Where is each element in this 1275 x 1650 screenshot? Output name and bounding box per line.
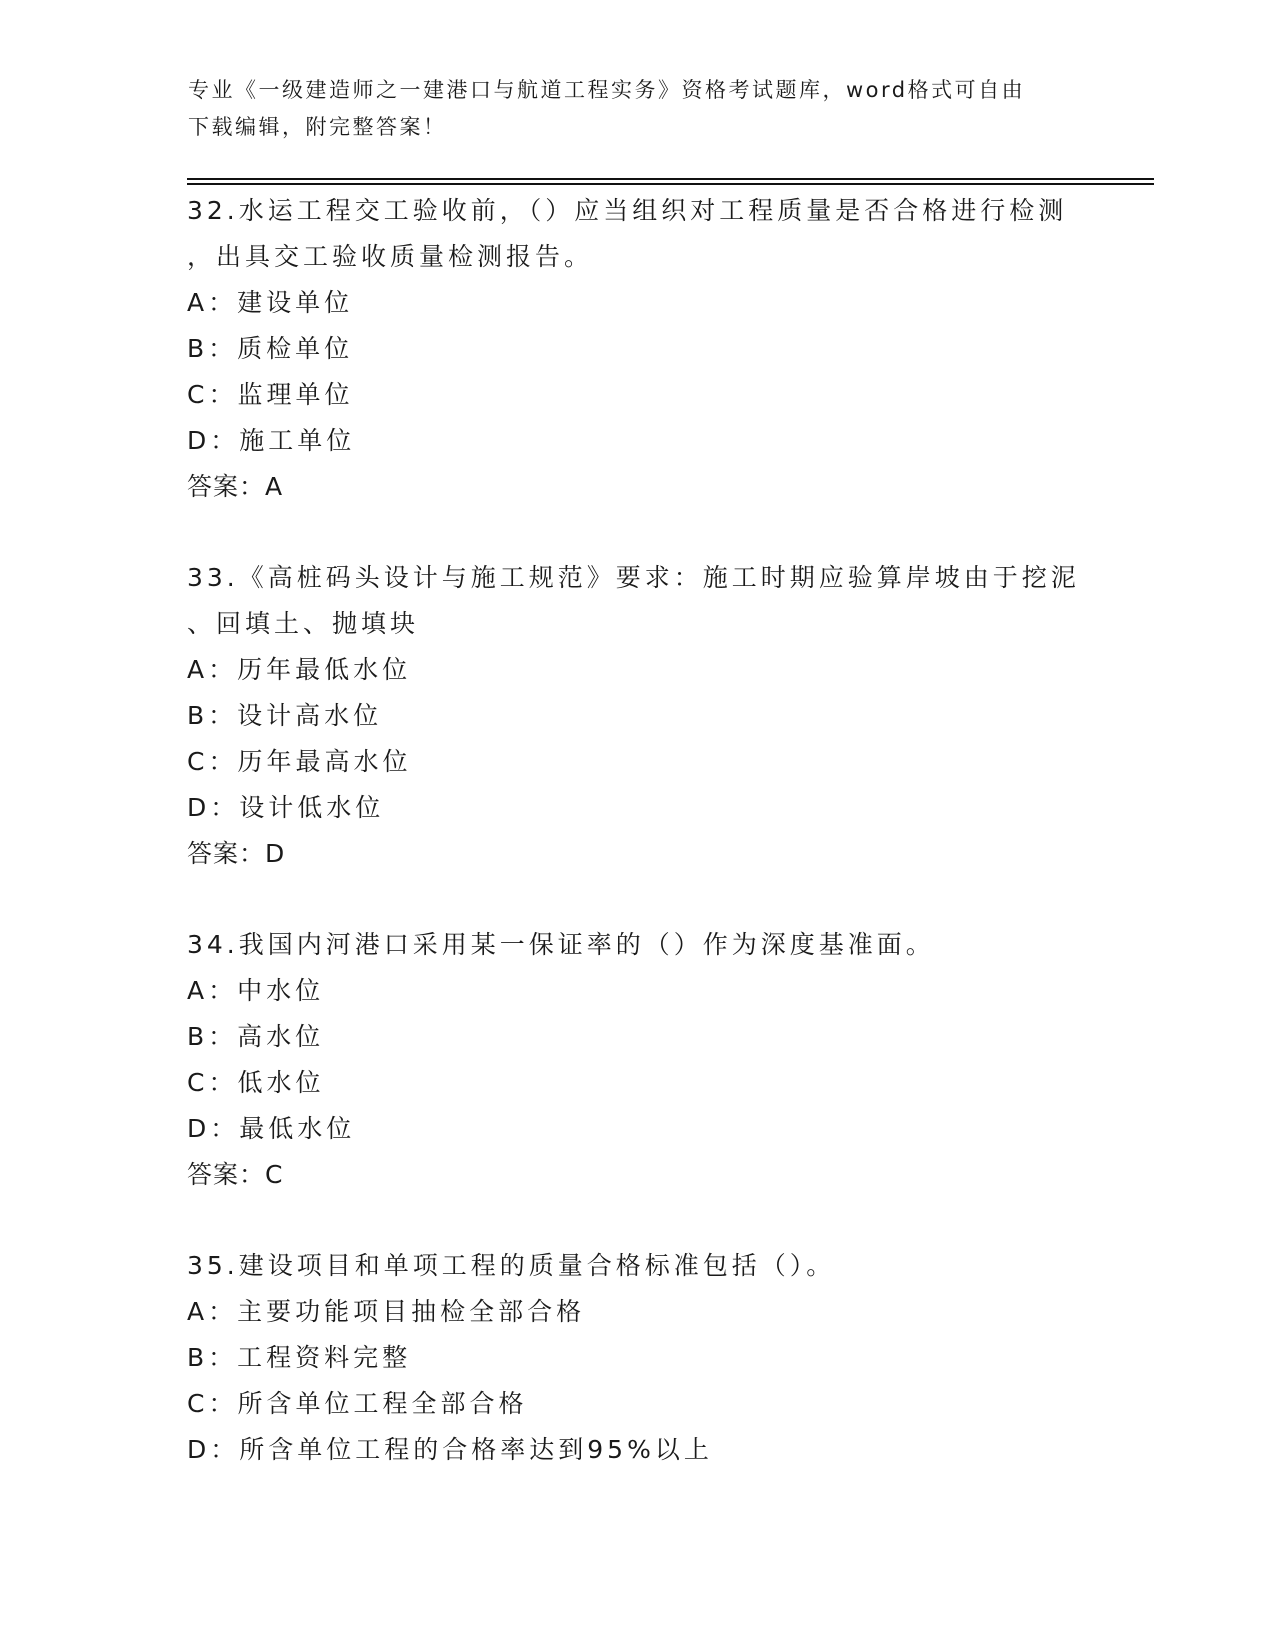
option-c: C：低水位 xyxy=(187,1068,325,1097)
question-35 xyxy=(187,1243,1087,1473)
question-34 xyxy=(187,922,1087,1198)
option-a: A：建设单位 xyxy=(187,288,354,317)
option-a: A：历年最低水位 xyxy=(187,655,412,684)
option-a: A：中水位 xyxy=(187,976,325,1005)
option-d: D：所含单位工程的合格率达到95%以上 xyxy=(187,1435,713,1464)
answer: 答案：C xyxy=(187,1160,284,1189)
header-divider-bottom xyxy=(187,183,1154,185)
option-b: B：工程资料完整 xyxy=(187,1343,412,1372)
question-32 xyxy=(187,188,1087,510)
document-header xyxy=(188,72,1088,146)
question-stem: 32.水运工程交工验收前，（）应当组织对工程质量是否合格进行检测 xyxy=(187,196,1068,225)
answer: 答案：A xyxy=(187,472,284,501)
question-stem: 33.《高桩码头设计与施工规范》要求：施工时期应验算岸坡由于挖泥 xyxy=(187,563,1080,592)
option-d: D：施工单位 xyxy=(187,426,356,455)
header-line-1: 专业《一级建造师之一建港口与航道工程实务》资格考试题库，word格式可自由 xyxy=(188,78,1026,102)
option-c: C：历年最高水位 xyxy=(187,747,412,776)
header-divider-top xyxy=(187,178,1154,180)
header-line-2: 下载编辑，附完整答案！ xyxy=(188,115,447,139)
option-b: B：设计高水位 xyxy=(187,701,383,730)
option-b: B：质检单位 xyxy=(187,334,354,363)
option-b: B：高水位 xyxy=(187,1022,325,1051)
question-33 xyxy=(187,555,1087,877)
answer: 答案：D xyxy=(187,839,286,868)
option-c: C：监理单位 xyxy=(187,380,354,409)
option-c: C：所含单位工程全部合格 xyxy=(187,1389,528,1418)
option-d: D：最低水位 xyxy=(187,1114,356,1143)
option-a: A：主要功能项目抽检全部合格 xyxy=(187,1297,586,1326)
question-stem-continued: 、回填土、抛填块 xyxy=(187,609,420,638)
question-stem: 34.我国内河港口采用某一保证率的（）作为深度基准面。 xyxy=(187,930,935,959)
question-stem-continued: ，出具交工验收质量检测报告。 xyxy=(187,242,594,271)
option-d: D：设计低水位 xyxy=(187,793,385,822)
question-stem: 35.建设项目和单项工程的质量合格标准包括（）。 xyxy=(187,1251,836,1280)
